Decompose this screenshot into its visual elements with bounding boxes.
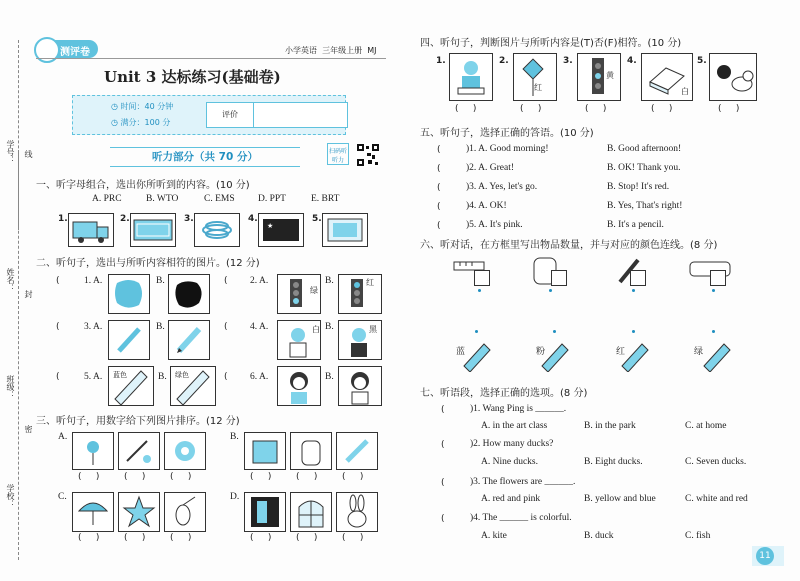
s7-q4-a: A. kite [481,531,507,541]
label-blue: 蓝色 [113,371,127,379]
dot-top-4[interactable] [712,289,715,292]
listening-header: 听力部分（共 70 分） [152,151,258,163]
s4-label-white: 白 [681,87,689,96]
s1-num-4: 4. [248,214,258,224]
s3-b-paren-1[interactable]: ( ) [250,472,272,482]
s2-item-3: 3. A. [84,322,103,332]
s7-q2-a: A. Nine ducks. [481,457,538,467]
s5-q5-b: B. It's a pencil. [607,220,664,230]
s1-num-1: 1. [58,214,68,224]
eval-box [206,102,348,128]
eval-label: 评价 [207,103,254,127]
s5-paren-2[interactable]: ( [437,164,441,174]
edition: MJ [367,46,377,55]
ticket-icon [130,213,176,247]
label-student-id: 学号： [6,140,15,164]
s2-item-2-b: B. [325,276,334,286]
s4-paren-5[interactable]: ( ) [718,104,740,114]
flag-icon [258,213,304,247]
black-blob-icon [168,274,210,314]
color-pink-label: 粉 [536,347,546,357]
s4-num-2: 2. [499,56,509,66]
s7-q1-a: A. in the art class [481,421,548,431]
section-3-title: 三、听句子，用数字给下列图片排序。(12 分) [36,416,240,427]
girl-portrait-b-icon [338,366,382,406]
s4-label-yellow: 黄 [606,71,614,80]
s5-paren-3[interactable]: ( [437,183,441,193]
count-box-2[interactable] [551,270,567,286]
flower-hand-icon [72,432,114,470]
s3-b-paren-3[interactable]: ( ) [342,472,364,482]
s3-group-b: B. [230,432,239,442]
option-prc: A. PRC [92,194,122,204]
s3-d-paren-2[interactable]: ( ) [296,533,318,543]
dot-bottom-4[interactable] [712,330,715,333]
time-text: 时间：40 分钟 [120,102,174,111]
s3-a-paren-3[interactable]: ( ) [170,472,192,482]
s3-c-paren-1[interactable]: ( ) [78,533,100,543]
label-green: 绿 [310,286,318,295]
s4-num-5: 5. [697,56,707,66]
s7-q1-c: C. at home [685,421,727,431]
color-blue-label: 蓝 [456,347,466,357]
s7-q3-c: C. white and red [685,494,748,504]
dark-shape-icon [244,492,286,532]
s5-paren-1[interactable]: ( [437,145,441,155]
section-4-title: 四、听句子，判断图片与所听内容是(T)否(F)相符。(10 分) [420,38,682,49]
badge-face-icon [34,37,60,63]
s4-num-4: 4. [627,56,637,66]
s5-paren-4[interactable]: ( [437,202,441,212]
dot-bottom-2[interactable] [553,330,556,333]
s7-q3: )3. The flowers are ______. [470,477,576,487]
s3-d-paren-1[interactable]: ( ) [250,533,272,543]
dot-top-3[interactable] [632,289,635,292]
traffic-light-red-icon [338,274,382,314]
listening-header-bar [110,147,300,167]
s3-d-paren-3[interactable]: ( ) [342,533,364,543]
s7-q3-b: B. yellow and blue [584,494,656,504]
dot-bottom-1[interactable] [475,330,478,333]
s7-q4-c: C. fish [685,531,711,541]
s4-paren-3[interactable]: ( ) [585,104,607,114]
s5-q3-b: B. Stop! It's red. [607,182,670,192]
book-icon [244,432,286,470]
s4-num-3: 3. [563,56,573,66]
s5-q2-b: B. OK! Thank you. [607,163,681,173]
s2-item-5-b: B. [158,372,167,382]
badge [36,40,98,58]
fill-line-id [18,150,19,230]
section-6-title: 六、听对话，在方框里写出物品数量，并与对应的颜色连线。(8 分) [420,240,718,251]
s1-num-3: 3. [184,214,194,224]
s3-b-paren-2[interactable]: ( ) [296,472,318,482]
s5-q5-a: )5. A. It's pink. [466,220,523,230]
color-red-label: 红 [616,347,626,357]
s2-item-5: 5. A. [84,372,103,382]
s3-group-d: D. [230,492,240,502]
s2-item-2: 2. A. [250,276,269,286]
blue-blob-icon [108,274,150,314]
drawing-hand-icon [118,432,160,470]
s7-q2-b: B. Eight ducks. [584,457,643,467]
s7-paren-2[interactable]: ( [441,440,445,450]
s7-q3-a: A. red and pink [481,494,541,504]
time-label: ◷ 时间：40 分钟 [111,102,174,111]
label-school: 学校： [6,484,15,508]
pen-icon [108,320,150,360]
s3-group-a: A. [58,432,68,442]
score-label: ◷ 满分：100 分 [111,118,171,127]
s7-q4-b: B. duck [584,531,614,541]
globe-swirl-icon [194,213,240,247]
grade: 三年级上册 [322,46,363,55]
s5-q4-b: B. Yes, That's right! [607,201,683,211]
s3-group-c: C. [58,492,67,502]
s2-paren-5[interactable]: ( [56,372,60,382]
count-box-4[interactable] [710,270,726,286]
label-class: 班级： [6,375,15,399]
s5-q3-a: )3. A. Yes, let's go. [466,182,538,192]
flower-icon [164,432,206,470]
girl-portrait-a-icon [277,366,321,406]
score-text: 满分：100 分 [120,118,171,127]
dot-top-2[interactable] [549,289,552,292]
s2-item-6: 6. A. [250,372,269,382]
s2-item-4: 4. A. [250,322,269,332]
page-title: Unit 3 达标练习(基础卷) [104,68,281,86]
count-box-3[interactable] [630,270,646,286]
s4-label-red: 红 [534,83,542,92]
count-box-1[interactable] [474,270,490,286]
s2-paren-3[interactable]: ( [56,322,60,332]
info-box [72,95,346,135]
s4-num-1: 1. [436,56,446,66]
option-ems: C. EMS [204,194,235,204]
s2-paren-2[interactable]: ( [224,276,228,286]
s2-paren-1[interactable]: ( [56,276,60,286]
s5-q1-a: )1. A. Good morning! [466,144,549,154]
s2-item-3-b: B. [156,322,165,332]
s2-paren-4[interactable]: ( [224,322,228,332]
star-icon [118,492,160,532]
label-light-green: 绿色 [175,371,189,379]
pencil-icon-b [336,432,378,470]
dot-top-1[interactable] [478,289,481,292]
s5-q1-b: B. Good afternoon! [607,144,682,154]
backpack-icon [290,432,332,470]
s3-a-paren-1[interactable]: ( ) [78,472,100,482]
section-5-title: 五、听句子，选择正确的答语。(10 分) [420,128,594,139]
s3-c-paren-3[interactable]: ( ) [170,533,192,543]
svg-text:★: ★ [267,222,274,230]
screen-icon [322,213,368,247]
cat-dog-icon [709,53,757,101]
section-1-title: 一、听字母组合，选出你所听到的内容。(10 分) [36,180,250,191]
s7-q1: )1. Wang Ping is ______. [470,404,567,414]
header-rule [36,58,386,59]
label-seal: 封 [24,290,33,298]
s2-item-6-b: B. [325,372,334,382]
header-subject [285,45,376,56]
label-black: 黑 [369,325,377,334]
s5-q2-a: )2. A. Great! [466,163,515,173]
dot-bottom-3[interactable] [632,330,635,333]
option-ppt: D. PPT [258,194,286,204]
label-name: 姓名： [6,268,15,292]
s5-q4-a: )4. A. OK! [466,201,507,211]
s2-item-1: 1. A. [84,276,103,286]
s3-c-paren-2[interactable]: ( ) [124,533,146,543]
s4-paren-4[interactable]: ( ) [651,104,673,114]
crayon-green-icon [698,336,734,372]
option-wto: B. WTO [146,194,179,204]
truck-icon [68,213,114,247]
s7-q2-c: C. Seven ducks. [685,457,747,467]
page-number: 11 [756,547,774,565]
umbrella-icon [72,492,114,532]
s2-item-4-b: B. [325,322,334,332]
traffic-light-yellow-icon [577,53,621,101]
binding-line [18,40,19,560]
s3-a-paren-2[interactable]: ( ) [124,472,146,482]
subject: 小学英语 [285,46,317,55]
rabbit-icon [336,492,378,532]
qr-label: 扫码听听力 [327,143,349,165]
qr-code-icon[interactable] [356,143,380,167]
option-brt: E. BRT [311,194,340,204]
reading-boy-icon [449,53,493,101]
label-mi: 密 [24,425,33,433]
pencil-icon [168,320,210,360]
s4-paren-1[interactable]: ( ) [455,104,477,114]
label-red: 红 [366,278,374,287]
s5-paren-5[interactable]: ( [437,221,441,231]
section-7-title: 七、听语段，选择正确的选项。(8 分) [420,388,588,399]
s2-paren-6[interactable]: ( [224,372,228,382]
s1-num-5: 5. [312,214,322,224]
s7-paren-3[interactable]: ( [441,478,445,488]
s4-paren-2[interactable]: ( ) [520,104,542,114]
badge-text: 测评卷 [60,47,90,58]
s7-q1-b: B. in the park [584,421,636,431]
chinese-knot-icon [513,53,557,101]
label-white: 白 [312,325,320,334]
s7-paren-4[interactable]: ( [441,514,445,524]
s2-item-1-b: B. [156,276,165,286]
s1-num-2: 2. [120,214,130,224]
s7-paren-1[interactable]: ( [441,405,445,415]
label-line: 线 [24,150,33,158]
color-green-label: 绿 [694,347,704,357]
violin-icon [164,492,206,532]
s7-q4: )4. The ______ is colorful. [470,513,572,523]
section-2-title: 二、听句子，选出与所听内容相符的图片。(12 分) [36,258,260,269]
window-icon [290,492,332,532]
s7-q2: )2. How many ducks? [470,439,554,449]
